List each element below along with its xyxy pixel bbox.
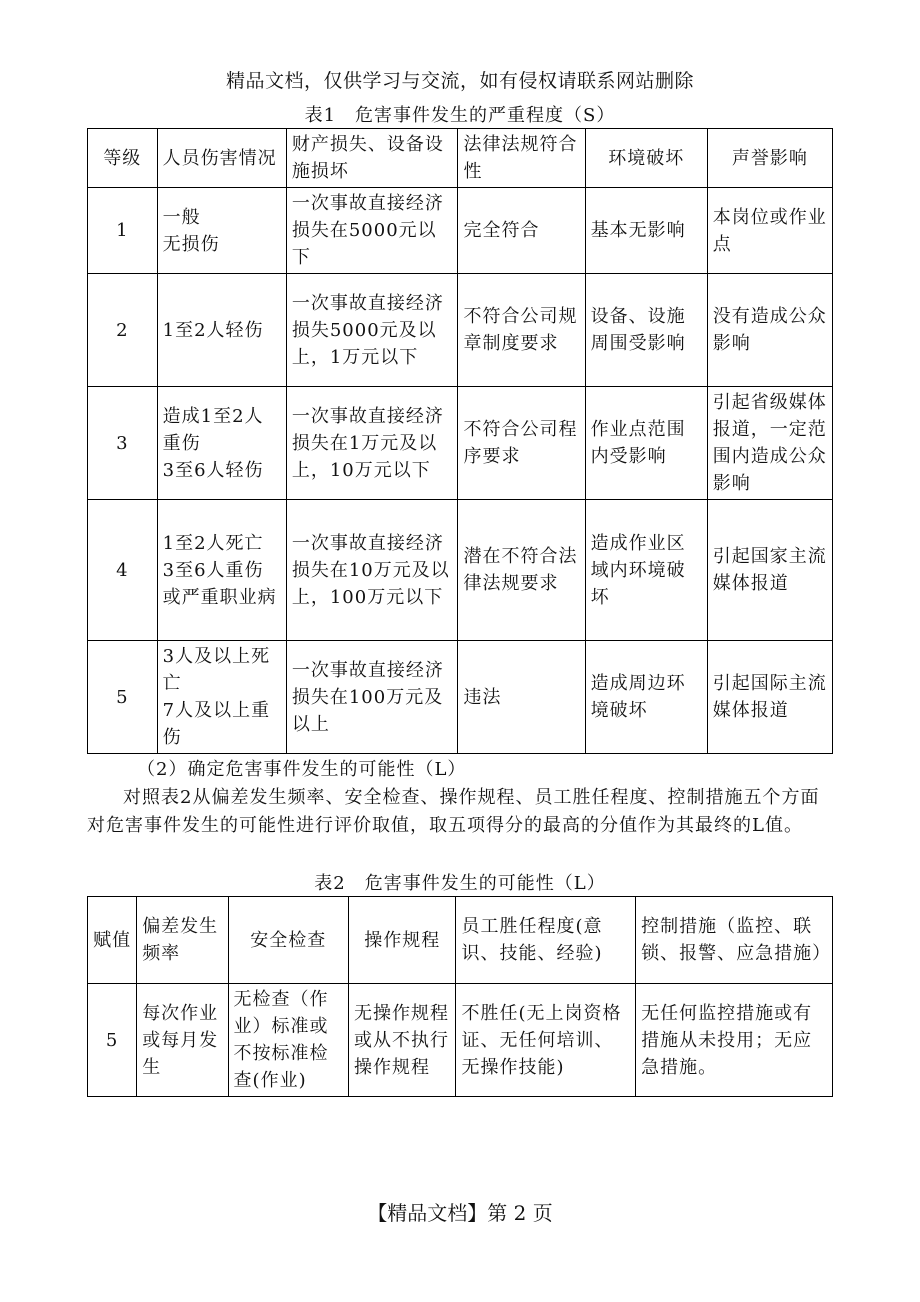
environment-cell: 基本无影响 <box>585 188 707 274</box>
environment-cell: 设备、设施周围受影响 <box>585 274 707 387</box>
likelihood-table <box>87 896 833 1097</box>
page-footer: 【精品文档】第 2 页 <box>367 1201 553 1225</box>
inspection-cell: 无检查（作业）标准或不按标准检查(作业) <box>228 984 348 1097</box>
reputation-cell: 引起省级媒体报道，一定范围内造成公众影响 <box>707 387 832 500</box>
frequency-cell: 每次作业或每月发生 <box>137 984 228 1097</box>
header-cell: 赋值 <box>88 897 137 984</box>
page-header: 精品文档，仅供学习与交流，如有侵权请联系网站删除 <box>225 70 694 92</box>
table-row <box>88 500 833 641</box>
table-header-row <box>88 129 833 188</box>
environment-cell: 造成作业区域内环境破坏 <box>585 500 707 641</box>
table1-caption: 表1 危害事件发生的严重程度（S） <box>304 105 616 126</box>
level-cell: 4 <box>88 500 158 641</box>
header-cell: 安全检查 <box>228 897 348 984</box>
legal-cell: 完全符合 <box>458 188 585 274</box>
table2-caption: 表2 危害事件发生的可能性（L） <box>314 873 606 894</box>
table-row <box>88 641 833 754</box>
reputation-cell: 本岗位或作业点 <box>707 188 832 274</box>
property-loss-cell: 一次事故直接经济损失在1万元及以上，10万元以下 <box>286 387 458 500</box>
property-loss-cell: 一次事故直接经济损失在5000元以下 <box>286 188 458 274</box>
header-cell: 法律法规符合性 <box>458 129 585 188</box>
header-cell: 等级 <box>88 129 158 188</box>
table-header-row <box>88 897 833 984</box>
header-cell: 环境破坏 <box>585 129 707 188</box>
table-row <box>88 984 833 1097</box>
table-row <box>88 188 833 274</box>
reputation-cell: 没有造成公众影响 <box>707 274 832 387</box>
property-loss-cell: 一次事故直接经济损失5000元及以上，1万元以下 <box>286 274 458 387</box>
section-heading: （2）确定危害事件发生的可能性（L） <box>137 759 467 780</box>
injury-cell: 1至2人轻伤 <box>157 274 286 387</box>
header-cell: 操作规程 <box>349 897 456 984</box>
level-cell: 2 <box>88 274 158 387</box>
property-loss-cell: 一次事故直接经济损失在10万元及以上，100万元以下 <box>286 500 458 641</box>
header-cell: 员工胜任程度(意识、技能、经验) <box>456 897 636 984</box>
level-cell: 1 <box>88 188 158 274</box>
header-cell: 偏差发生频率 <box>137 897 228 984</box>
legal-cell: 违法 <box>458 641 585 754</box>
environment-cell: 造成周边环境破坏 <box>585 641 707 754</box>
level-cell: 3 <box>88 387 158 500</box>
reputation-cell: 引起国际主流媒体报道 <box>707 641 832 754</box>
level-cell: 5 <box>88 641 158 754</box>
competence-cell: 不胜任(无上岗资格证、无任何培训、无操作技能) <box>456 984 636 1097</box>
injury-cell: 1至2人死亡 3至6人重伤或严重职业病 <box>157 500 286 641</box>
injury-cell: 一般 无损伤 <box>157 188 286 274</box>
injury-cell: 3人及以上死亡 7人及以上重伤 <box>157 641 286 754</box>
property-loss-cell: 一次事故直接经济损失在100万元及以上 <box>286 641 458 754</box>
table-row <box>88 387 833 500</box>
reputation-cell: 引起国家主流媒体报道 <box>707 500 832 641</box>
header-cell: 人员伤害情况 <box>157 129 286 188</box>
header-cell: 财产损失、设备设施损坏 <box>286 129 458 188</box>
legal-cell: 不符合公司程序要求 <box>458 387 585 500</box>
procedure-cell: 无操作规程或从不执行操作规程 <box>349 984 456 1097</box>
header-cell: 控制措施（监控、联锁、报警、应急措施） <box>636 897 833 984</box>
control-measures-cell: 无任何监控措施或有措施从未投用；无应急措施。 <box>636 984 833 1097</box>
legal-cell: 不符合公司规章制度要求 <box>458 274 585 387</box>
score-cell: 5 <box>88 984 137 1097</box>
severity-table <box>87 128 833 754</box>
table-row <box>88 274 833 387</box>
legal-cell: 潜在不符合法律法规要求 <box>458 500 585 641</box>
header-cell: 声誉影响 <box>707 129 832 188</box>
environment-cell: 作业点范围内受影响 <box>585 387 707 500</box>
injury-cell: 造成1至2人重伤 3至6人轻伤 <box>157 387 286 500</box>
body-paragraph: 对照表2从偏差发生频率、安全检查、操作规程、员工胜任程度、控制措施五个方面对危害事件发生的可能性进行评价取值，取五项得分的最高的分值作为其最终的L值。 <box>87 787 820 836</box>
